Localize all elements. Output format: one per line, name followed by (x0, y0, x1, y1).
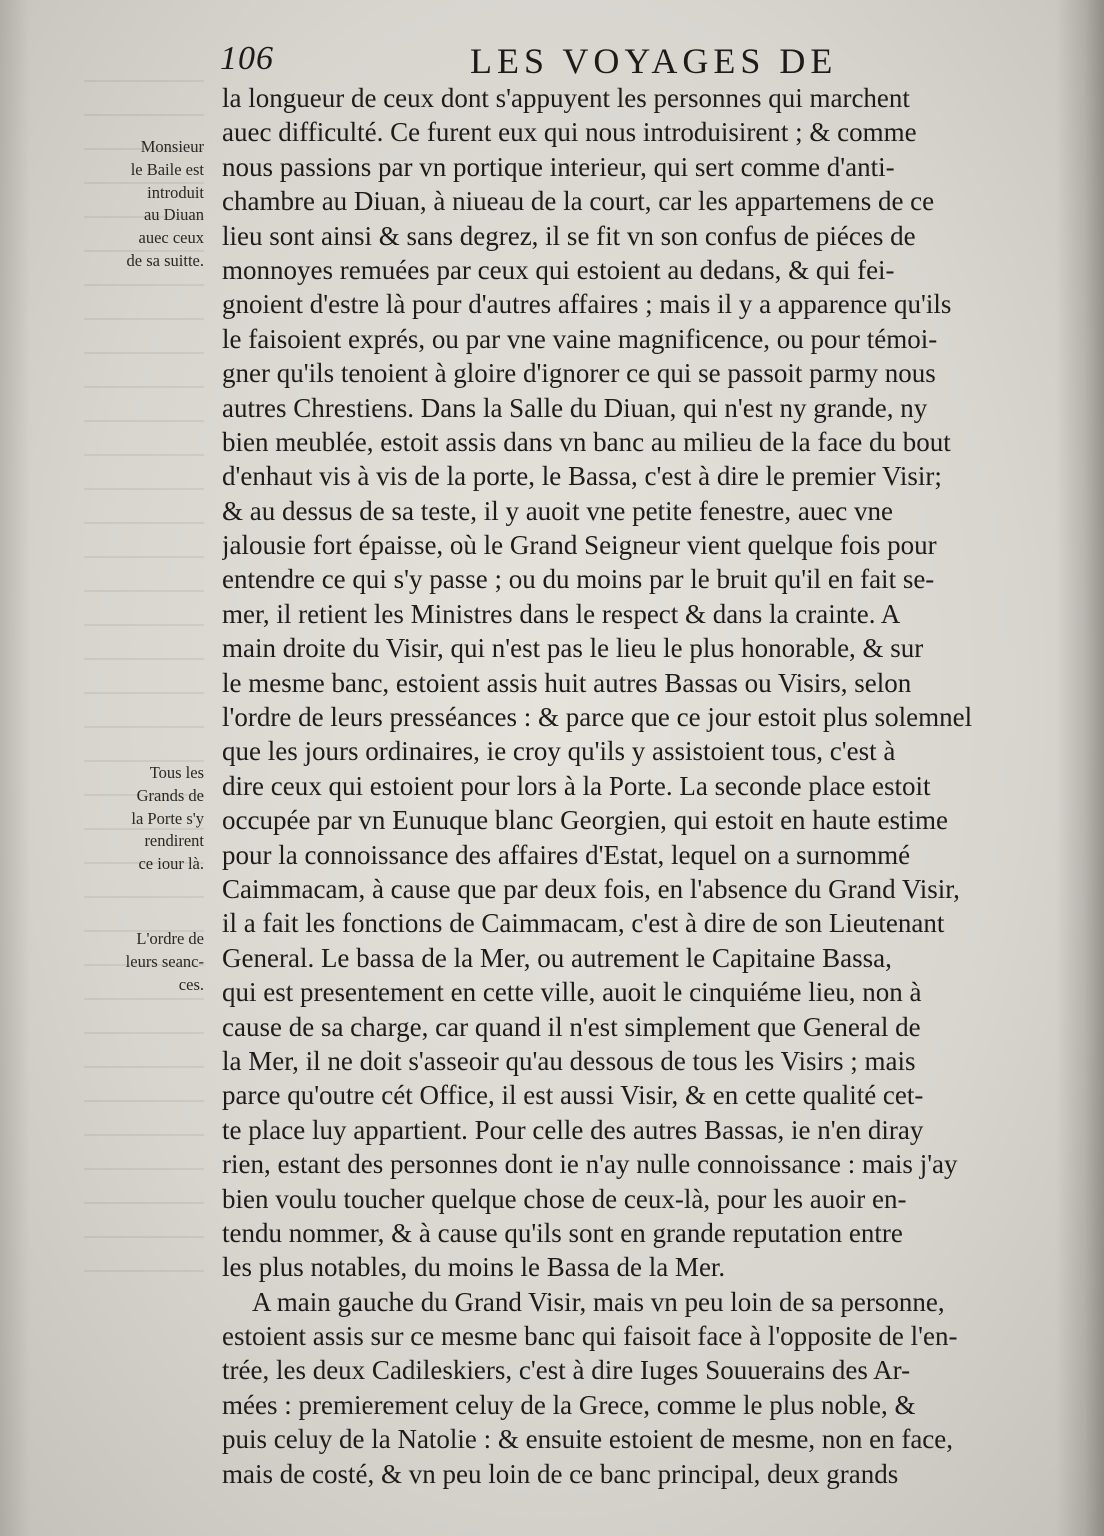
text-line: A main gauche du Grand Visir, mais vn peu loin de sa personne, (252, 1286, 945, 1317)
text-line: & au dessus de sa teste, il y auoit vne petite fenestre, auec vne (222, 495, 894, 526)
page-edge-shadow (1056, 0, 1104, 1536)
margin-note-line: leurs seanc- (125, 951, 204, 971)
margin-note-line: introduit (147, 182, 204, 202)
text-line: General. Le bassa de la Mer, ou autrement le Capitaine Bassa, (222, 942, 892, 973)
text-line: dire ceux qui estoient pour lors à la Porte. La seconde place estoit (222, 770, 931, 801)
text-line: bien meublée, estoit assis dans vn banc au milieu de la face du bout (222, 426, 951, 457)
text-line: l'ordre de leurs presséances : & parce que ce jour estoit plus solemnel (222, 702, 973, 733)
text-line: estoient assis sur ce mesme banc qui faisoit face à l'opposite de l'en- (222, 1321, 958, 1352)
margin-note-line: L'ordre de (136, 929, 204, 948)
text-line: puis celuy de la Natolie : & ensuite estoient de mesme, non en face, (222, 1424, 954, 1455)
text-line: tendu nommer, & à cause qu'ils sont en grande reputation entre (222, 1217, 903, 1248)
text-line: Caimmacam, à cause que par deux fois, en l'absence du Grand Visir, (222, 873, 960, 904)
body-text (222, 81, 1052, 1491)
text-line: le faisoient exprés, ou par vne vaine magnificence, ou pour témoi- (222, 323, 938, 354)
text-line: main droite du Visir, qui n'est pas le lieu le plus honorable, & sur (222, 633, 924, 664)
text-line: il a fait les fonctions de Caimmacam, c'est à dire de son Lieutenant (222, 908, 945, 939)
text-line: d'enhaut vis à vis de la porte, le Bassa, c'est à dire le premier Visir; (222, 461, 942, 492)
page-number: 106 (220, 40, 274, 77)
margin-note-line: ces. (178, 974, 204, 994)
text-line: la longueur de ceux dont s'appuyent les personnes qui marchent (222, 83, 910, 113)
margin-note-line: rendirent (144, 831, 204, 851)
text-line: les plus notables, du moins le Bassa de la Mer. (222, 1252, 726, 1283)
text-line: qui est presentement en cette ville, auoit le cinquiéme lieu, non à (222, 977, 922, 1008)
text-line: trée, les deux Cadileskiers, c'est à dire Iuges Souuerains des Ar- (222, 1355, 911, 1386)
text-line: occupée par vn Eunuque blanc Georgien, qui estoit en haute estime (222, 805, 949, 836)
text-line: que les jours ordinaires, ie croy qu'ils y assistoient tous, c'est à (222, 736, 896, 767)
text-line: nous passions par vn portique interieur, qui sert comme d'anti- (222, 151, 895, 182)
text-line: lieu sont ainsi & sans degrez, il se fit vn son confus de piéces de (222, 220, 916, 251)
text-line: chambre au Diuan, à niueau de la court, car les appartemens de ce (222, 186, 935, 217)
gutter-shadow (0, 0, 30, 1536)
text-line: rien, estant des personnes dont ie n'ay nulle connoissance : mais j'ay (222, 1149, 958, 1180)
margin-note-baile (100, 136, 204, 273)
text-line: bien voulu toucher quelque chose de ceux-là, pour les auoir en- (222, 1183, 907, 1214)
text-line: le mesme banc, estoient assis huit autres Bassas ou Visirs, selon (222, 667, 912, 698)
margin-note-line: Grands de (136, 785, 204, 805)
margin-note-line: la Porte s'y (131, 808, 204, 828)
margin-note-grands (100, 762, 204, 876)
margin-note-line: le Baile est (130, 159, 204, 179)
text-line: cause de sa charge, car quand il n'est simplement que General de (222, 1011, 921, 1042)
text-line: mais de costé, & vn peu loin de ce banc principal, deux grands (222, 1458, 899, 1489)
text-line: auec difficulté. Ce furent eux qui nous introduisirent ; & comme (222, 117, 917, 148)
page-header (220, 40, 1060, 84)
text-line: parce qu'outre cét Office, il est aussi Visir, & en cette qualité cet- (222, 1080, 924, 1111)
text-line: la Mer, il ne doit s'asseoir qu'au dessous de tous les Visirs ; mais (222, 1045, 916, 1076)
margin-note-line: ce iour là. (138, 854, 204, 874)
margin-note-line: Tous les (149, 763, 204, 782)
text-line: jalousie fort épaisse, où le Grand Seigneur vient quelque fois pour (222, 530, 937, 561)
text-line: mées : premierement celuy de la Grece, comme le plus noble, & (222, 1389, 916, 1420)
text-line: te place luy appartient. Pour celle des autres Bassas, ie n'en diray (222, 1114, 924, 1145)
running-head: LES VOYAGES DE (470, 41, 838, 81)
text-line: pour la connoissance des affaires d'Estat, lequel on a surnommé (222, 839, 911, 870)
text-line: mer, il retient les Ministres dans le respect & dans la crainte. A (222, 598, 901, 629)
margin-note-line: au Diuan (143, 205, 204, 225)
text-line: monnoyes remuées par ceux qui estoient au dedans, & qui fei- (222, 254, 895, 285)
margin-note-line: auec ceux (138, 228, 204, 248)
margin-note-line: de sa suitte. (126, 250, 204, 270)
margin-note-ordre (100, 928, 204, 996)
text-line: autres Chrestiens. Dans la Salle du Diuan, qui n'est ny grande, ny (222, 392, 928, 423)
text-line: gner qu'ils tenoient à gloire d'ignorer ce qui se passoit parmy nous (222, 358, 936, 389)
text-line: entendre ce qui s'y passe ; ou du moins par le bruit qu'il en fait se- (222, 564, 935, 595)
margin-note-line: Monsieur (140, 137, 204, 156)
text-line: gnoient d'estre là pour d'autres affaires ; mais il y a apparence qu'ils (222, 289, 952, 320)
